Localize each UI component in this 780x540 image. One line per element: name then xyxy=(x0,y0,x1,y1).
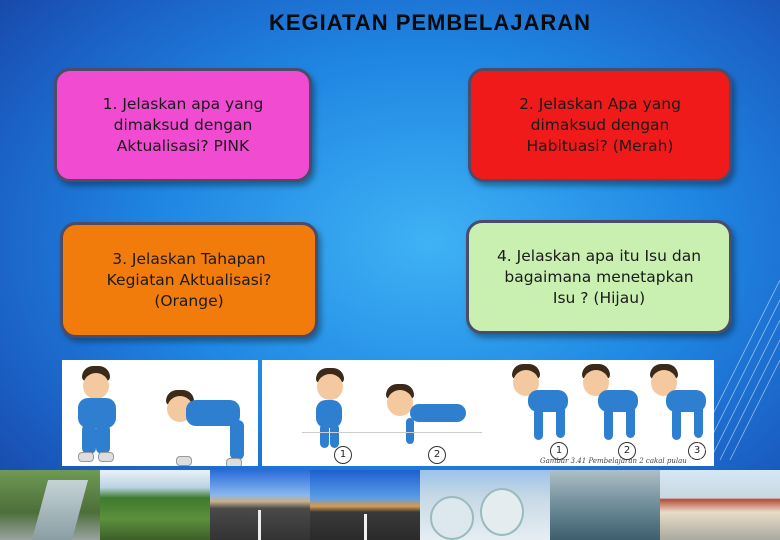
step-number-2: 2 xyxy=(428,446,446,464)
step-number-3: 3 xyxy=(688,442,706,460)
highway-photo xyxy=(310,470,420,540)
exercise-image-sequence xyxy=(506,360,714,466)
question-card-2-text: 2. Jelaskan Apa yang dimaksud dengan Habituasi? (Merah) xyxy=(519,94,681,155)
question-card-2 xyxy=(468,68,732,182)
question-card-4-text: 4. Jelaskan apa itu Isu dan bagaimana menetapkan Isu ? (Hijau) xyxy=(496,246,702,307)
question-card-3 xyxy=(60,222,318,338)
step-number-1: 1 xyxy=(334,446,352,464)
question-card-1-text: 1. Jelaskan apa yang dimaksud dengan Aktualisasi? PINK xyxy=(102,94,264,155)
green-hills-photo xyxy=(100,470,210,540)
road-photo xyxy=(210,470,310,540)
canal-photo xyxy=(0,470,100,540)
figure-caption: Gambar 3.41 Pembelajaran 2 cakal pulau xyxy=(540,457,687,465)
step-number-1: 1 xyxy=(550,442,568,460)
exercise-image-squat xyxy=(62,360,258,466)
water-treatment-photo xyxy=(550,470,660,540)
step-number-2: 2 xyxy=(618,442,636,460)
water-tanks-photo xyxy=(420,470,550,540)
decorative-lines xyxy=(690,260,780,540)
exercise-image-pushup xyxy=(262,360,506,466)
question-card-1 xyxy=(54,68,312,182)
slide-title: KEGIATAN PEMBELAJARAN xyxy=(268,10,592,35)
question-card-3-text: 3. Jelaskan Tahapan Kegiatan Aktualisasi? (Orange) xyxy=(106,249,272,310)
